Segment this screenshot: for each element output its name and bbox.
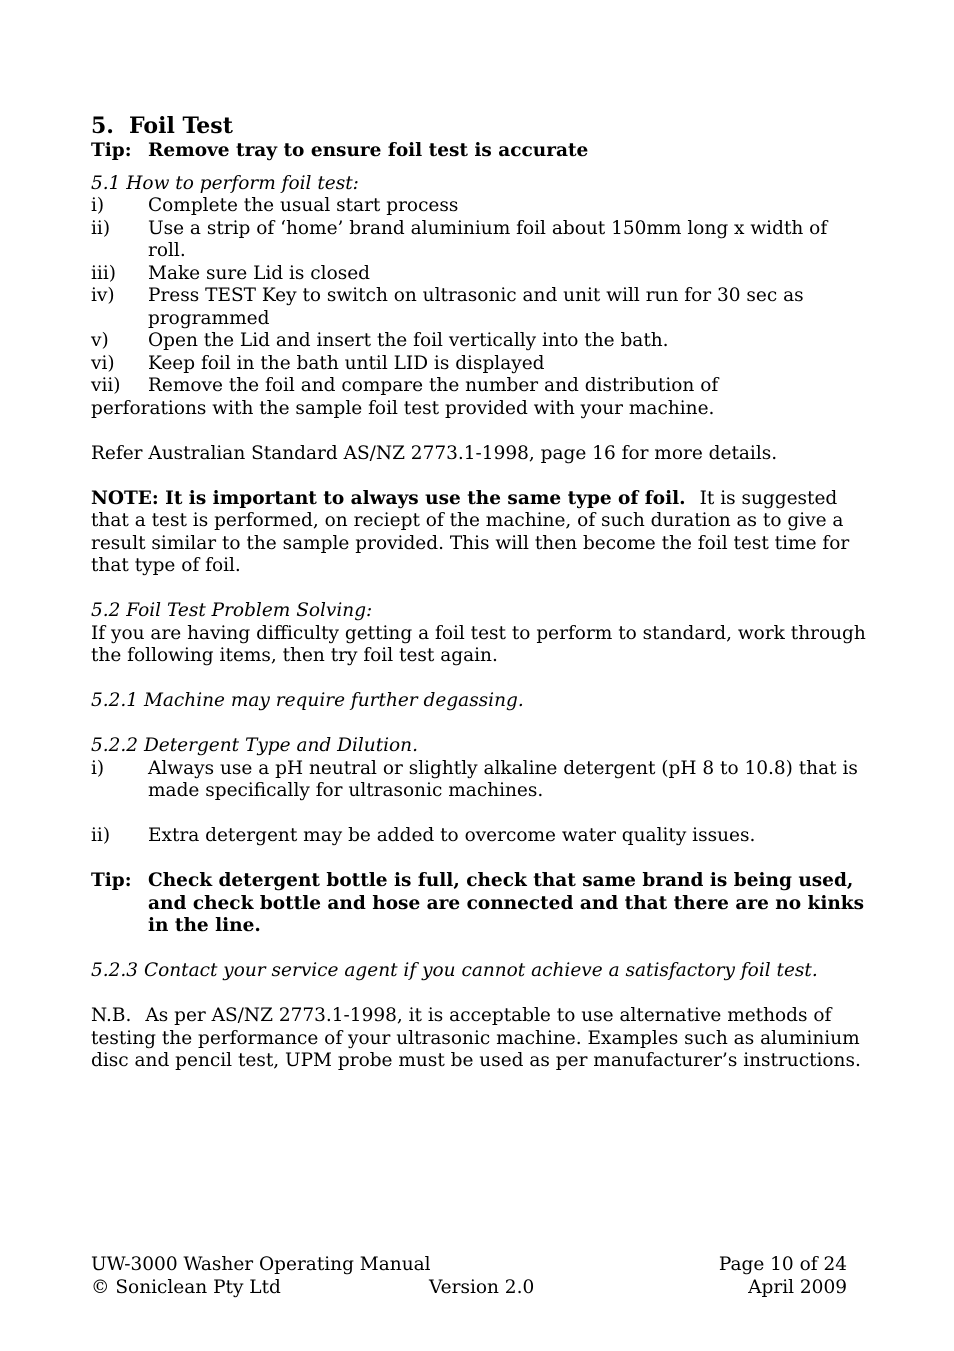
page-footer [91, 1253, 847, 1299]
list-item [91, 263, 866, 286]
list-number: i) [91, 757, 105, 779]
list-text: Use a strip of ‘home’ brand aluminium foil about 150mm long x width of roll. [148, 217, 828, 261]
note-bold: NOTE: It is important to always use the same type of foil. [91, 487, 686, 509]
subsection-heading-5-2: 5.2 Foil Test Problem Solving: [91, 600, 373, 621]
tip-label: Tip: [91, 870, 132, 891]
list-text: Always use a pH neutral or slightly alkaline detergent (pH 8 to 10.8) that is made specifically for ultrasonic machines. [148, 757, 858, 801]
footer-copyright: © Soniclean Pty Ltd [91, 1277, 281, 1298]
foil-test-steps [91, 195, 866, 420]
list-text: Remove the foil and compare the number and distribution of [148, 375, 719, 396]
list-item [91, 285, 866, 330]
list-text: Complete the usual start process [148, 195, 459, 216]
subsection-heading-5-1: 5.1 How to perform foil test: [91, 172, 359, 194]
tip-remove-tray [91, 140, 866, 163]
list-number: ii) [91, 217, 111, 239]
note-paragraph [91, 488, 866, 578]
list-number: vii) [91, 375, 121, 396]
list-item [91, 825, 866, 848]
list-number: ii) [91, 825, 111, 846]
section-title: Foil Test [129, 113, 233, 139]
tip-label: Tip: [91, 140, 132, 161]
footer-date: April 2009 [748, 1277, 847, 1298]
list-item [91, 195, 866, 218]
list-continuation: perforations with the sample foil test provided with your machine. [91, 397, 715, 419]
list-item [91, 353, 866, 376]
footer-manual-title: UW-3000 Washer Operating Manual [91, 1254, 431, 1275]
document-body [91, 112, 866, 1073]
list-number: v) [91, 330, 109, 351]
footer-version: Version 2.0 [429, 1277, 535, 1298]
list-item [91, 758, 866, 803]
list-number: iv) [91, 285, 115, 306]
list-text: Extra detergent may be added to overcome water quality issues. [148, 825, 756, 846]
subsection-heading-5-2-3: 5.2.3 Contact your service agent if you cannot achieve a satisfactory foil test. [91, 960, 818, 981]
list-number: iii) [91, 262, 116, 284]
standard-reference: Refer Australian Standard AS/NZ 2773.1-1998, page 16 for more details. [91, 442, 778, 464]
subsection-heading-5-2-2: 5.2.2 Detergent Type and Dilution. [91, 735, 418, 756]
footer-page-number: Page 10 of 24 [718, 1254, 847, 1275]
nb-label: N.B. [91, 1005, 132, 1026]
section-number: 5. [91, 113, 114, 139]
list-item [91, 218, 866, 263]
list-text: Open the Lid and insert the foil vertically into the bath. [148, 330, 669, 351]
subsection-heading-5-2-1: 5.2.1 Machine may require further degassing. [91, 690, 524, 711]
tip-text: Check detergent bottle is full, check that same brand is being used, and check bottle and hose are connected and that there are no kinks in the line. [148, 870, 865, 936]
list-number: vi) [91, 352, 115, 374]
list-item [91, 330, 866, 353]
list-item [91, 375, 866, 398]
list-number: i) [91, 195, 105, 216]
list-text: Keep foil in the bath until LID is displayed [148, 352, 545, 374]
tip-text: Remove tray to ensure foil test is accurate [148, 140, 589, 161]
problem-solving-text: If you are having difficulty getting a foil test to perform to standard, work through the following items, then try foil test again. [91, 622, 866, 666]
nb-text: As per AS/NZ 2773.1-1998, it is acceptable to use alternative methods of testing the performance of your ultrasonic machine. Examples such as aluminium disc and pencil test, UPM probe must be used as per manufacturer’s instructions. [91, 1005, 861, 1071]
note-text: It is suggested that a test is performed, on reciept of the machine, of such duration as to give a result similar to the sample provided. This will then become the foil test time for that type of foil. [91, 487, 850, 576]
tip-check-detergent [91, 870, 866, 938]
list-text: Make sure Lid is closed [148, 262, 371, 284]
list-text: Press TEST Key to switch on ultrasonic and unit will run for 30 sec as programmed [148, 285, 804, 329]
section-heading [91, 112, 866, 140]
nb-paragraph [91, 1005, 866, 1073]
